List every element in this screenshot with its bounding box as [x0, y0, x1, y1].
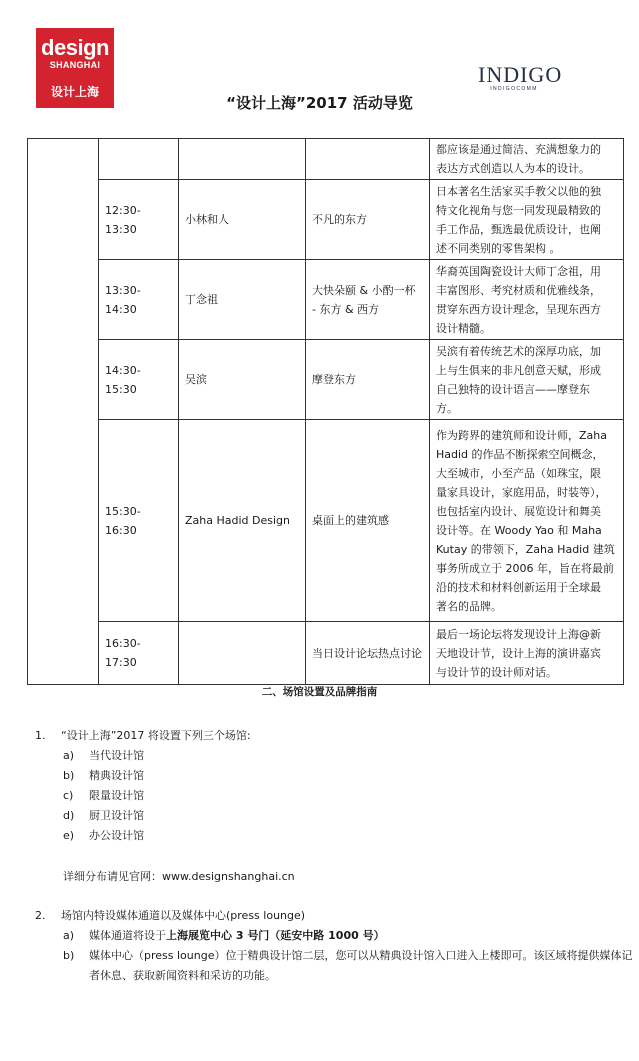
partner-word: INDIGO	[478, 62, 563, 87]
table-row	[28, 622, 624, 685]
desc-line: 设计精髓。	[436, 321, 491, 335]
desc-line: 上与生俱来的非凡创意天赋，形成	[436, 363, 601, 377]
list-text: “设计上海”2017 将设置下列三个场馆:	[61, 729, 251, 742]
time-cell: 15:30-16:30	[99, 420, 179, 622]
desc-line: 沿的技术和材料创新运用于全球最	[436, 580, 601, 594]
desc-cell	[430, 139, 624, 180]
desc-line: 大至城市，小至产品（如珠宝，限	[436, 466, 601, 480]
sub-label: a)	[63, 749, 75, 762]
topic-cell: 桌面上的建筑感	[306, 420, 430, 622]
sub-text: 媒体通道将设于	[89, 929, 166, 942]
table-row	[28, 340, 624, 420]
logo-sub: SHANGHAI	[49, 60, 101, 70]
desc-line: 吴滨有着传统艺术的深厚功底，加	[436, 344, 601, 358]
desc-line: 作为跨界的建筑师和设计师，Zaha	[436, 428, 607, 442]
schedule-table	[27, 138, 624, 685]
desc-line: Hadid 的作品不断探索空间概念，	[436, 447, 604, 461]
sub-text: 厨卫设计馆	[89, 809, 144, 822]
desc-line: 设计等。在 Woody Yao 和 Maha	[436, 523, 602, 537]
desc-line: Kutay 的带领下，Zaha Hadid 建筑	[436, 542, 615, 556]
list-subitem	[63, 826, 639, 846]
partner-sub: INDIGOCOMM	[490, 86, 538, 92]
desc-line: 表达方式创造以人为本的设计。	[436, 162, 590, 175]
topic-cell: 当日设计论坛热点讨论	[306, 622, 430, 685]
topic-cell: 不凡的东方	[306, 180, 430, 260]
time-cell: 12:30-13:30	[99, 180, 179, 260]
desc-line: 事务所成立于 2006 年，旨在将最前	[436, 561, 614, 575]
website-note: 详细分布请见官网：www.designshanghai.cn	[63, 870, 295, 883]
list-subitem	[63, 766, 639, 786]
topic-cell: 摩登东方	[306, 340, 430, 420]
desc-line: 丰富图形、考究材质和优雅线条，	[436, 283, 601, 297]
sub-text: 办公设计馆	[89, 829, 144, 842]
list-subitem	[63, 786, 639, 806]
sub-label: a)	[63, 929, 75, 942]
desc-line: 日本著名生活家买手教父以他的独	[436, 184, 601, 198]
sub-label: e)	[63, 829, 75, 842]
desc-line: 贯穿东西方设计理念，呈现东西方	[436, 302, 601, 316]
time-cell: 14:30-15:30	[99, 340, 179, 420]
session-cell	[28, 139, 99, 685]
table-row	[28, 139, 624, 180]
speaker-cell	[179, 139, 306, 180]
speaker-cell: Zaha Hadid Design	[179, 420, 306, 622]
table-row	[28, 260, 624, 340]
desc-line: 都应该是通过简洁、充满想象力的	[436, 143, 601, 156]
time-cell: 13:30-14:30	[99, 260, 179, 340]
speaker-cell: 丁念祖	[179, 260, 306, 340]
sub-label: d)	[63, 809, 75, 822]
list-subitem	[63, 946, 639, 966]
desc-line: 特文化视角与您一同发现最精致的	[436, 203, 601, 217]
sub-label: c)	[63, 789, 74, 802]
desc-cell	[430, 622, 624, 685]
sub-label: b)	[63, 769, 75, 782]
desc-cell	[430, 260, 624, 340]
list-number: 1.	[35, 729, 46, 742]
sub-text: 当代设计馆	[89, 749, 144, 762]
desc-line: 自己独特的设计语言——摩登东	[436, 382, 590, 396]
desc-cell	[430, 340, 624, 420]
list-subitem	[63, 746, 639, 766]
list-number: 2.	[35, 909, 46, 922]
desc-line: 著名的品牌。	[436, 599, 502, 613]
desc-line: 华裔英国陶瓷设计大师丁念祖，用	[436, 264, 601, 278]
page-title: “设计上海”2017 活动导览	[226, 94, 413, 112]
table-row	[28, 180, 624, 260]
sub-text: 媒体中心（press lounge）位于精典设计馆二层，您可以从精典设计馆入口进入上楼即可。该区域将提供媒体记	[89, 949, 633, 962]
desc-line: 天地设计节，设计上海的演讲嘉宾	[436, 646, 601, 660]
speaker-cell: 小林和人	[179, 180, 306, 260]
desc-line: 手工作品，甄选最优质设计，也阐	[436, 222, 601, 236]
list-item	[35, 906, 635, 926]
desc-cell	[430, 180, 624, 260]
topic-cell	[306, 139, 430, 180]
logo-cn: 设计上海	[50, 85, 99, 99]
desc-line: 量家具设计，家庭用品，时装等），	[436, 485, 607, 499]
time-cell: 16:30-17:30	[99, 622, 179, 685]
desc-line: 与设计节的设计师对话。	[436, 665, 557, 679]
desc-line: 述不同类别的零售架构 。	[436, 241, 561, 255]
sub-text-continued: 者休息、获取新闻资料和采访的功能。	[89, 969, 276, 982]
logo-indigo	[478, 62, 563, 93]
time-cell	[99, 139, 179, 180]
desc-line: 方。	[436, 401, 458, 415]
sub-text: 精典设计馆	[89, 769, 144, 782]
desc-line: 也包括室内设计、展览设计和舞美	[436, 504, 601, 518]
desc-cell	[430, 420, 624, 622]
sub-text: 限量设计馆	[89, 789, 144, 802]
speaker-cell: 吴滨	[179, 340, 306, 420]
speaker-cell	[179, 622, 306, 685]
sub-label: b)	[63, 949, 75, 962]
list-subitem	[63, 926, 639, 946]
sub-text-bold: 上海展览中心 3 号门（延安中路 1000 号）	[166, 929, 385, 942]
desc-line: 最后一场论坛将发现设计上海@新	[436, 627, 601, 641]
table-row	[28, 420, 624, 622]
list-subitem	[63, 806, 639, 826]
list-text: 场馆内特设媒体通道以及媒体中心(press lounge)	[61, 909, 306, 922]
topic-cell: 大快朵颐 & 小酌一杯 - 东方 & 西方	[306, 260, 430, 340]
section-heading: 二、场馆设置及品牌指南	[261, 686, 378, 698]
logo-word: design	[41, 35, 109, 60]
list-item	[35, 726, 635, 746]
